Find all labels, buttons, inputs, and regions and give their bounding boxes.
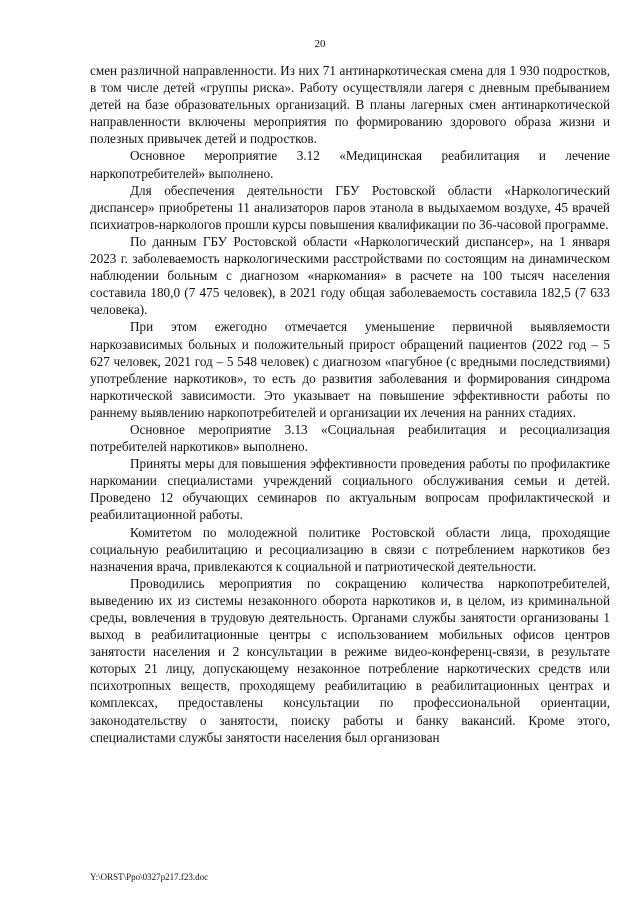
paragraph-9: Проводились мероприятия по сокращению количества наркопотребителей, выведению их из системы незаконного оборота наркотиков и, в целом, из криминальной среды, вовлечения в трудовую деятельность. Органами службы занятости организованы 1 выход в реабилитационные центры с использованием мобильных офисов центров занятости населения и 2 консультации в режиме видео-конференц-связи, в результате которых 21 лицу, допускающему незаконное потребление наркотических средств или психотропных веществ, проходящему реабилитацию в реабилитационных центрах и комплексах, предоставлены консультации по профессиональной ориентации, законодательству о занятости, поиску работы и банку вакансий. Кроме этого, специалистами службы занятости населения был организован <box>90 575 610 745</box>
paragraph-6: Основное мероприятие 3.13 «Социальная реабилитация и ресоциализация потребителей наркотиков» выполнено. <box>90 421 610 455</box>
footer-file-path: Y:\ORST\Ppo\0327p217.f23.doc <box>90 872 209 882</box>
paragraph-2: Основное мероприятие 3.12 «Медицинская реабилитация и лечение наркопотребителей» выполнено. <box>90 148 610 181</box>
paragraph-5: При этом ежегодно отмечается уменьшение первичной выявляемости наркозависимых больных и положительный прирост обращений пациентов (2022 год – 5 627 человек, 2021 год – 5 548 человек) с диагнозом «пагубное (с вредными последствиями) употребление наркотиков», то есть до развития заболевания и формирования синдрома наркотической зависимости. Это указывает на повышение эффективности работы по раннему выявлению наркопотребителей и организации их лечения на ранних стадиях. <box>90 319 610 420</box>
paragraph-3: Для обеспечения деятельности ГБУ Ростовской области «Наркологический диспансер» приобретены 11 анализаторов паров этанола в выдыхаемом воздухе, 45 врачей психиатров-наркологов прошли курсы повышения квалификации по 36-часовой программе. <box>90 182 610 232</box>
paragraph-8: Комитетом по молодежной политике Ростовской области лица, проходящие социальную реабилитацию и ресоциализацию в связи с потреблением наркотиков без назначения врача, привлекаются к социальной и патриотической деятельности. <box>90 524 610 574</box>
paragraph-7: Приняты меры для повышения эффективности проведения работы по профилактике наркомании специалистами учреждений социального обслуживания семьи и детей. Проведено 12 обучающих семинаров по актуальным вопросам профилактической и реабилитационной работы. <box>90 456 610 523</box>
paragraph-1: смен различной направленности. Из них 71 антинаркотическая смена для 1 930 подростков, в том числе детей «группы риска». Работу осуществляли лагеря с дневным пребыванием детей на базе образовательных организаций. В планы лагерных смен антинаркотической направленности включены мероприятия по формированию здорового образа жизни и полезных привычек детей и подростков. <box>90 63 610 147</box>
document-body <box>90 62 610 746</box>
page-number: 20 <box>314 38 326 50</box>
paragraph-4: По данным ГБУ Ростовской области «Наркологический диспансер», на 1 января 2023 г. заболеваемость наркологическими расстройствами по состоящим на динамическом наблюдении больным с диагнозом «наркомания» в расчете на 100 тысяч населения составила 180,0 (7 475 человек), в 2021 году общая заболеваемость составила 182,5 (7 633 человека). <box>90 233 610 318</box>
